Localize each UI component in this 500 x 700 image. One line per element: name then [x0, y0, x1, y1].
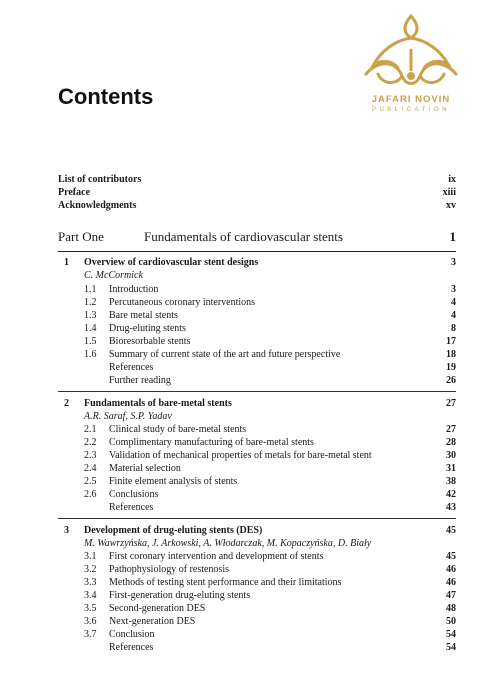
section-title: First-generation drug-eluting stents: [109, 590, 251, 601]
toc-page-number: 45: [446, 525, 456, 536]
section-title: References: [109, 362, 154, 373]
section-number: 1.5: [84, 336, 97, 347]
toc-page-number: 45: [446, 551, 456, 562]
toc-page-number: 27: [446, 398, 456, 409]
toc-page-number: 43: [446, 502, 456, 513]
toc-section[interactable]: [0, 310, 500, 322]
chapter-authors: [0, 538, 500, 550]
divider: [58, 391, 456, 392]
section-number: 1.2: [84, 297, 97, 308]
section-title: Validation of mechanical properties of metals for bare-metal stent: [109, 450, 372, 461]
toc-page-number: 48: [446, 603, 456, 614]
authors-text: C. McCormick: [84, 270, 143, 281]
section-number: 2.1: [84, 424, 97, 435]
toc-page-number: 46: [446, 577, 456, 588]
section-title: Percutaneous coronary interventions: [109, 297, 256, 308]
section-title: Summary of current state of the art and future perspective: [109, 349, 341, 360]
toc-section[interactable]: [0, 323, 500, 335]
page-title: Contents: [58, 84, 154, 109]
section-number: 2.3: [84, 450, 97, 461]
section-title: Next-generation DES: [109, 616, 196, 627]
section-title: Conclusion: [109, 629, 155, 640]
toc-page-number: 31: [446, 463, 456, 474]
authors-text: M. Wawrzyńska, J. Arkowski, A. Włodarczak, M. Kopaczyńska, D. Biały: [84, 538, 372, 549]
toc-entry-preface[interactable]: [0, 187, 500, 199]
section-title: References: [109, 642, 154, 653]
toc-page-number: 47: [446, 590, 456, 601]
toc-entry-acknowledgments[interactable]: [0, 200, 500, 212]
toc-section[interactable]: [0, 437, 500, 449]
toc-section[interactable]: [0, 375, 500, 387]
section-title: Clinical study of bare-metal stents: [109, 424, 247, 435]
toc-section[interactable]: [0, 577, 500, 589]
section-title: Material selection: [109, 463, 181, 474]
toc-page-number: 3: [451, 257, 456, 268]
section-title: Bare metal stents: [109, 310, 178, 321]
toc-page-number: 27: [446, 424, 456, 435]
section-title: Conclusions: [109, 489, 159, 500]
authors-text: A.R. Saraf, S.P. Yadav: [84, 411, 172, 422]
section-title: Methods of testing stent performance and their limitations: [109, 577, 342, 588]
chapter-title: Overview of cardiovascular stent designs: [84, 257, 259, 268]
section-number: 3.5: [84, 603, 97, 614]
crown-ornament-icon: [352, 10, 470, 94]
divider: [58, 518, 456, 519]
toc-page-number: 18: [446, 349, 456, 360]
toc-section[interactable]: [0, 564, 500, 576]
section-number: 3.4: [84, 590, 97, 601]
section-title: Complimentary manufacturing of bare-metal stents: [109, 437, 314, 448]
toc-section[interactable]: [0, 590, 500, 602]
toc-page-number: 8: [451, 323, 456, 334]
toc-page-number: 30: [446, 450, 456, 461]
toc-page-number: 28: [446, 437, 456, 448]
section-number: 3.7: [84, 629, 97, 640]
toc-page-number: xiii: [442, 187, 456, 198]
section-number: 3.2: [84, 564, 97, 575]
toc-section[interactable]: [0, 603, 500, 615]
toc-chapter-2[interactable]: [0, 398, 500, 410]
toc-page-number: 26: [446, 375, 456, 386]
toc-page-number: ix: [448, 174, 456, 185]
section-number: 1.3: [84, 310, 97, 321]
section-number: 1.1: [84, 284, 97, 295]
toc-section[interactable]: [0, 297, 500, 309]
divider: [58, 251, 456, 252]
section-number: 2.6: [84, 489, 97, 500]
toc-page-number: 50: [446, 616, 456, 627]
toc-entry-title: List of contributors: [58, 174, 142, 185]
toc-section[interactable]: [0, 284, 500, 296]
toc-entry-title: Preface: [58, 187, 91, 198]
toc-page-number: 42: [446, 489, 456, 500]
toc-entry-title: Acknowledgments: [58, 200, 137, 211]
logo-wordmark: JAFARI NOVIN: [371, 94, 451, 105]
section-number: 3.6: [84, 616, 97, 627]
toc-page-number: xv: [446, 200, 456, 211]
toc-page-number: 46: [446, 564, 456, 575]
toc-section[interactable]: [0, 463, 500, 475]
section-title: Second-generation DES: [109, 603, 206, 614]
toc-chapter-1[interactable]: [0, 257, 500, 269]
toc-section[interactable]: [0, 642, 500, 654]
section-number: 2.4: [84, 463, 97, 474]
toc-page-number: 4: [451, 310, 456, 321]
toc-page-number: 17: [446, 336, 456, 347]
toc-section[interactable]: [0, 424, 500, 436]
section-number: 3.1: [84, 551, 97, 562]
section-number: 2.5: [84, 476, 97, 487]
section-title: Drug-eluting stents: [109, 323, 186, 334]
section-number: 3.3: [84, 577, 97, 588]
section-title: Introduction: [109, 284, 159, 295]
section-title: Pathophysiology of restenosis: [109, 564, 229, 575]
section-title: Further reading: [109, 375, 171, 386]
section-title: References: [109, 502, 154, 513]
toc-part-heading[interactable]: [0, 229, 500, 245]
toc-section[interactable]: [0, 489, 500, 501]
section-title: Bioresorbable stents: [109, 336, 191, 347]
toc-page-number: 38: [446, 476, 456, 487]
part-label: Part One: [58, 229, 104, 244]
toc-page-number: 19: [446, 362, 456, 373]
part-title: Fundamentals of cardiovascular stents: [144, 229, 343, 244]
toc-page-number: 54: [446, 629, 456, 640]
toc-entry-contributors[interactable]: [0, 174, 500, 186]
toc-section[interactable]: [0, 629, 500, 641]
toc-section[interactable]: [0, 336, 500, 348]
publisher-logo: [352, 10, 470, 125]
toc-page-number: 1: [449, 229, 456, 244]
toc-section[interactable]: [0, 616, 500, 628]
toc-section[interactable]: [0, 551, 500, 563]
toc-page-number: 4: [451, 297, 456, 308]
toc-section[interactable]: [0, 502, 500, 514]
chapter-authors: [0, 270, 500, 282]
section-title: First coronary intervention and development of stents: [109, 551, 324, 562]
toc-section[interactable]: [0, 476, 500, 488]
toc-section[interactable]: [0, 349, 500, 361]
chapter-number: 1: [64, 257, 69, 268]
chapter-title: Fundamentals of bare-metal stents: [84, 398, 232, 409]
section-number: 2.2: [84, 437, 97, 448]
chapter-authors: [0, 411, 500, 423]
toc-page-number: 3: [451, 284, 456, 295]
chapter-title: Development of drug-eluting stents (DES): [84, 525, 263, 536]
toc-page-number: 54: [446, 642, 456, 653]
chapter-number: 3: [64, 525, 69, 536]
section-number: 1.4: [84, 323, 97, 334]
section-number: 1.6: [84, 349, 97, 360]
toc-section[interactable]: [0, 362, 500, 374]
chapter-number: 2: [64, 398, 69, 409]
logo-subtitle: PUBLICATION: [371, 107, 451, 113]
toc-section[interactable]: [0, 450, 500, 462]
toc-chapter-3[interactable]: [0, 525, 500, 537]
section-title: Finite element analysis of stents: [109, 476, 238, 487]
